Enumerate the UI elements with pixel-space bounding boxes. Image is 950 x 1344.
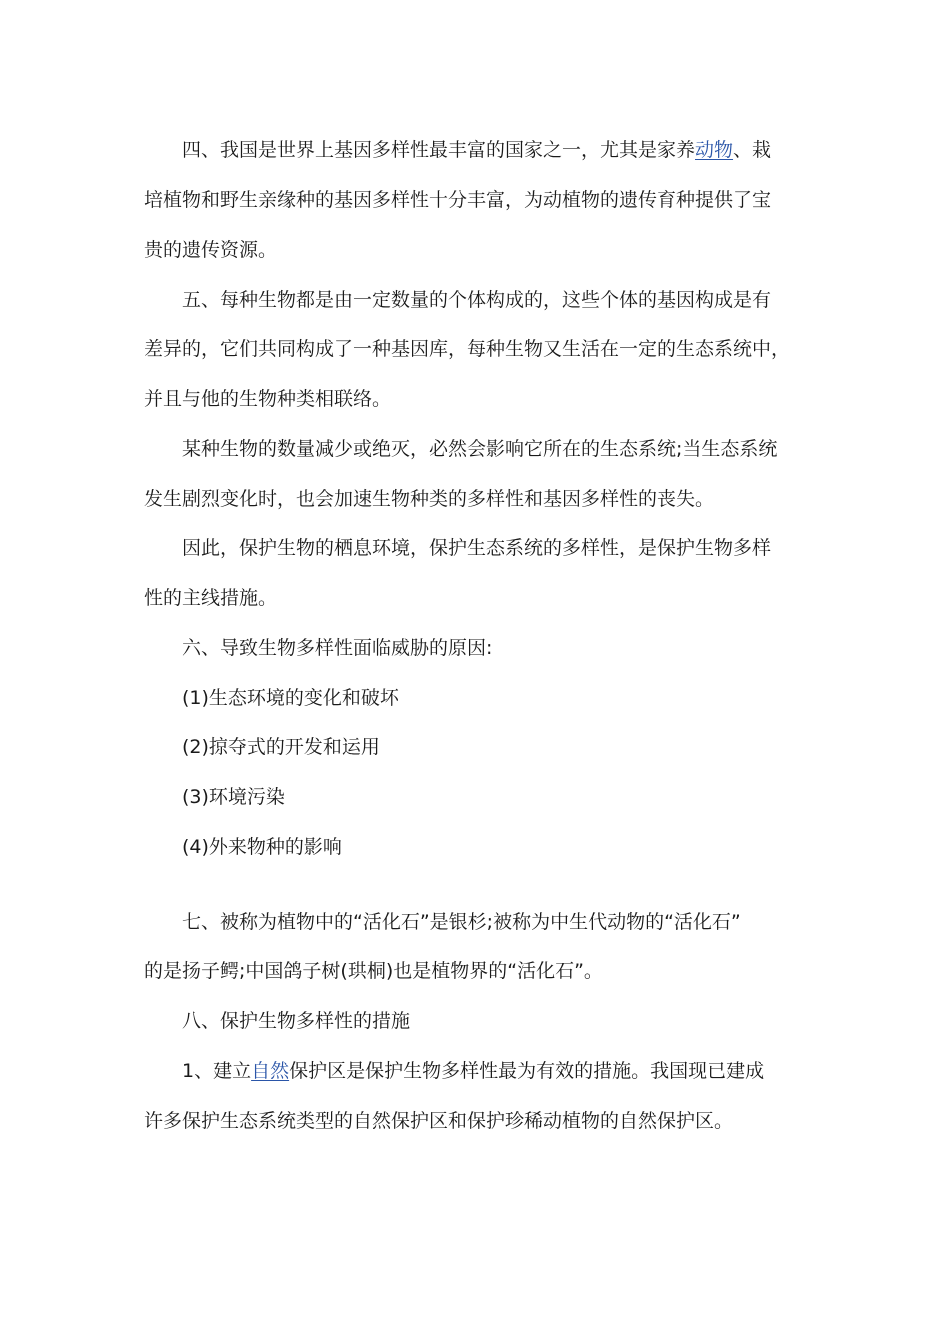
link-nature[interactable]: 自然 (251, 1060, 290, 1082)
paragraph-7-line-2: 的是扬子鳄;中国鸽子树(珙桐)也是植物界的“活化石”。 (144, 960, 603, 982)
text: 保护区是保护生物多样性最为有效的措施。我国现已建成 (289, 1060, 765, 1082)
section-6-heading: 六、导致生物多样性面临威胁的原因: (182, 637, 493, 659)
list-item: (1)生态环境的变化和破坏 (182, 687, 399, 709)
paragraph-4-line-2: 培植物和野生亲缘种的基因多样性十分丰富，为动植物的遗传育种提供了宝 (144, 189, 772, 211)
paragraph-5b-line-1: 某种生物的数量减少或绝灭，必然会影响它所在的生态系统;当生态系统 (182, 438, 778, 460)
paragraph-4-line-1 (182, 138, 771, 162)
paragraph-8-line-2: 许多保护生态系统类型的自然保护区和保护珍稀动植物的自然保护区。 (144, 1110, 734, 1132)
text: 四、我国是世界上基因多样性最丰富的国家之一，尤其是家养 (182, 139, 696, 161)
list-item: (4)外来物种的影响 (182, 836, 342, 858)
paragraph-5-line-3: 并且与他的生物种类相联络。 (144, 388, 392, 410)
paragraph-5c-line-2: 性的主线措施。 (144, 587, 278, 609)
paragraph-5-line-2: 差异的，它们共同构成了一种基因库，每种生物又生活在一定的生态系统中， (144, 338, 791, 360)
paragraph-8-line-1 (182, 1059, 764, 1083)
paragraph-4-line-3: 贵的遗传资源。 (144, 239, 278, 261)
text: 、栽 (733, 139, 772, 161)
paragraph-7-line-1: 七、被称为植物中的“活化石”是银杉;被称为中生代动物的“活化石” (182, 911, 741, 933)
paragraph-5-line-1: 五、每种生物都是由一定数量的个体构成的，这些个体的基因构成是有 (182, 289, 772, 311)
list-item: (2)掠夺式的开发和运用 (182, 736, 380, 758)
list-item: (3)环境污染 (182, 786, 285, 808)
section-8-heading: 八、保护生物多样性的措施 (182, 1010, 411, 1032)
paragraph-5b-line-2: 发生剧烈变化时，也会加速生物种类的多样性和基因多样性的丧失。 (144, 488, 715, 510)
link-animals[interactable]: 动物 (695, 139, 734, 161)
paragraph-5c-line-1: 因此，保护生物的栖息环境，保护生态系统的多样性，是保护生物多样 (182, 537, 772, 559)
text: 1、建立 (182, 1060, 252, 1082)
